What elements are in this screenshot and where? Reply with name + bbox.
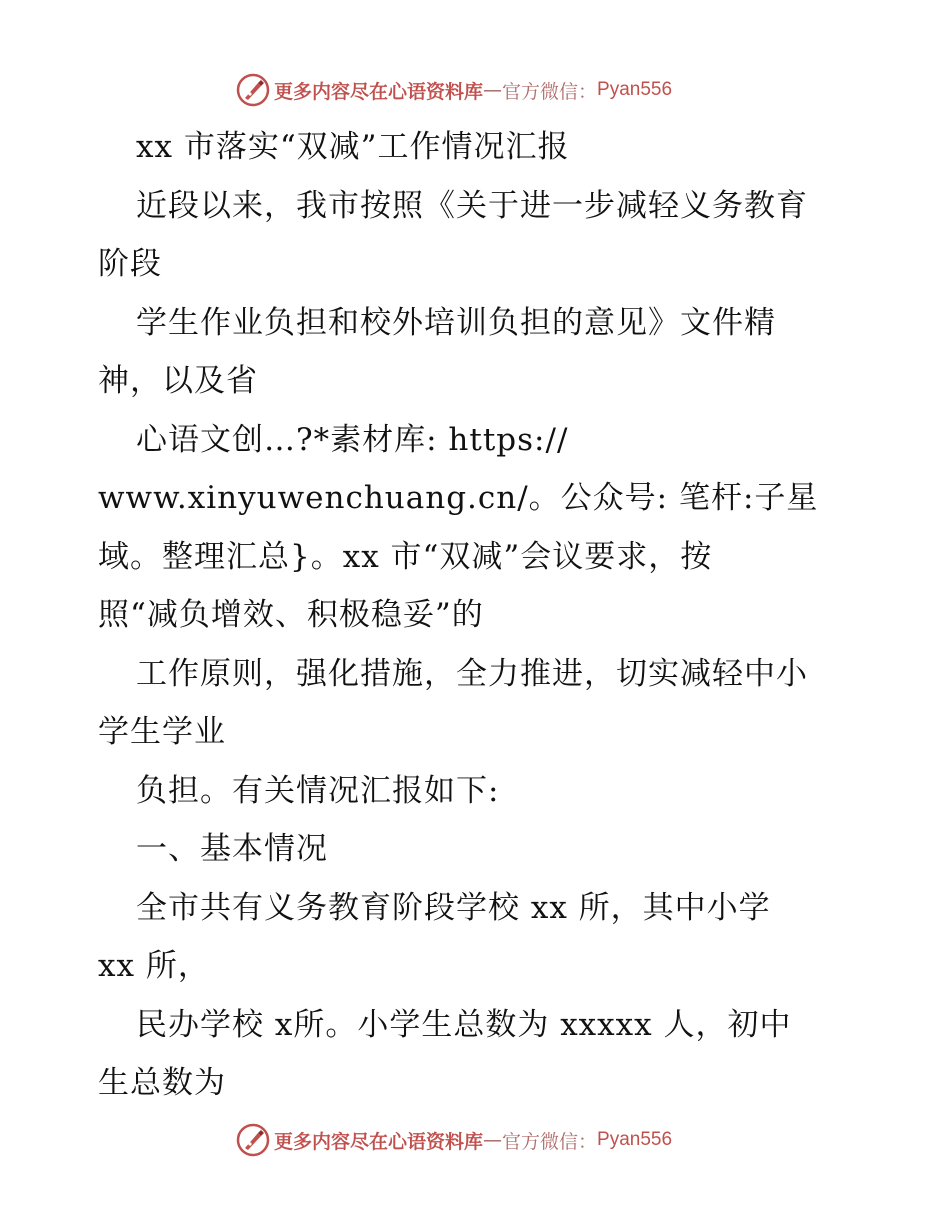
- document-body: [98, 118, 868, 1113]
- document-line: 民办学校 x所。小学生总数为 xxxxx 人，初中: [136, 1006, 792, 1043]
- header-watermark-banner: [236, 72, 672, 108]
- watermark-wechat-label: 官方微信：: [502, 80, 598, 103]
- document-line: 全市共有义务教育阶段学校 xx 所，其中小学: [136, 889, 771, 926]
- fountain-pen-logo-icon: [236, 1123, 270, 1157]
- watermark-promo-text: 更多内容尽在心语资料库: [274, 1130, 484, 1153]
- watermark-wechat-id: Pyan556: [597, 79, 673, 100]
- document-line: 近段以来，我市按照《关于进一步减轻义务教育: [136, 187, 808, 224]
- footer-watermark-banner: [236, 1122, 672, 1158]
- document-line: 学生作业负担和校外培训负担的意见》文件精: [136, 304, 776, 341]
- document-title: xx 市落实“双减”工作情况汇报: [136, 129, 570, 165]
- document-line: www.xinyuwenchuang.cn/。公众号: 笔杆:子星: [98, 480, 819, 516]
- document-line: 负担。有关情况汇报如下:: [136, 772, 500, 809]
- document-line: 神，以及省: [98, 363, 258, 399]
- document-line: xx 所，: [98, 948, 210, 984]
- document-line: 一、基本情况: [136, 831, 328, 867]
- watermark-wechat-id: Pyan556: [597, 1129, 673, 1150]
- watermark-dash: —: [483, 79, 503, 101]
- document-line: 照“减负增效、积极稳妥”的: [98, 597, 484, 633]
- document-line: 心语文创…?*素材库: https://: [136, 421, 569, 458]
- document-line: 阶段: [98, 246, 162, 282]
- document-line: 工作原则，强化措施，全力推进，切实减轻中小: [136, 655, 808, 692]
- fountain-pen-logo-icon: [236, 73, 270, 107]
- watermark-wechat-label: 官方微信：: [502, 1130, 598, 1153]
- document-line: 域。整理汇总}。xx 市“双减”会议要求，按: [98, 538, 713, 575]
- watermark-dash: —: [483, 1129, 503, 1151]
- document-line: 学生学业: [98, 714, 226, 750]
- watermark-promo-text: 更多内容尽在心语资料库: [274, 80, 484, 103]
- document-line: 生总数为: [98, 1065, 226, 1101]
